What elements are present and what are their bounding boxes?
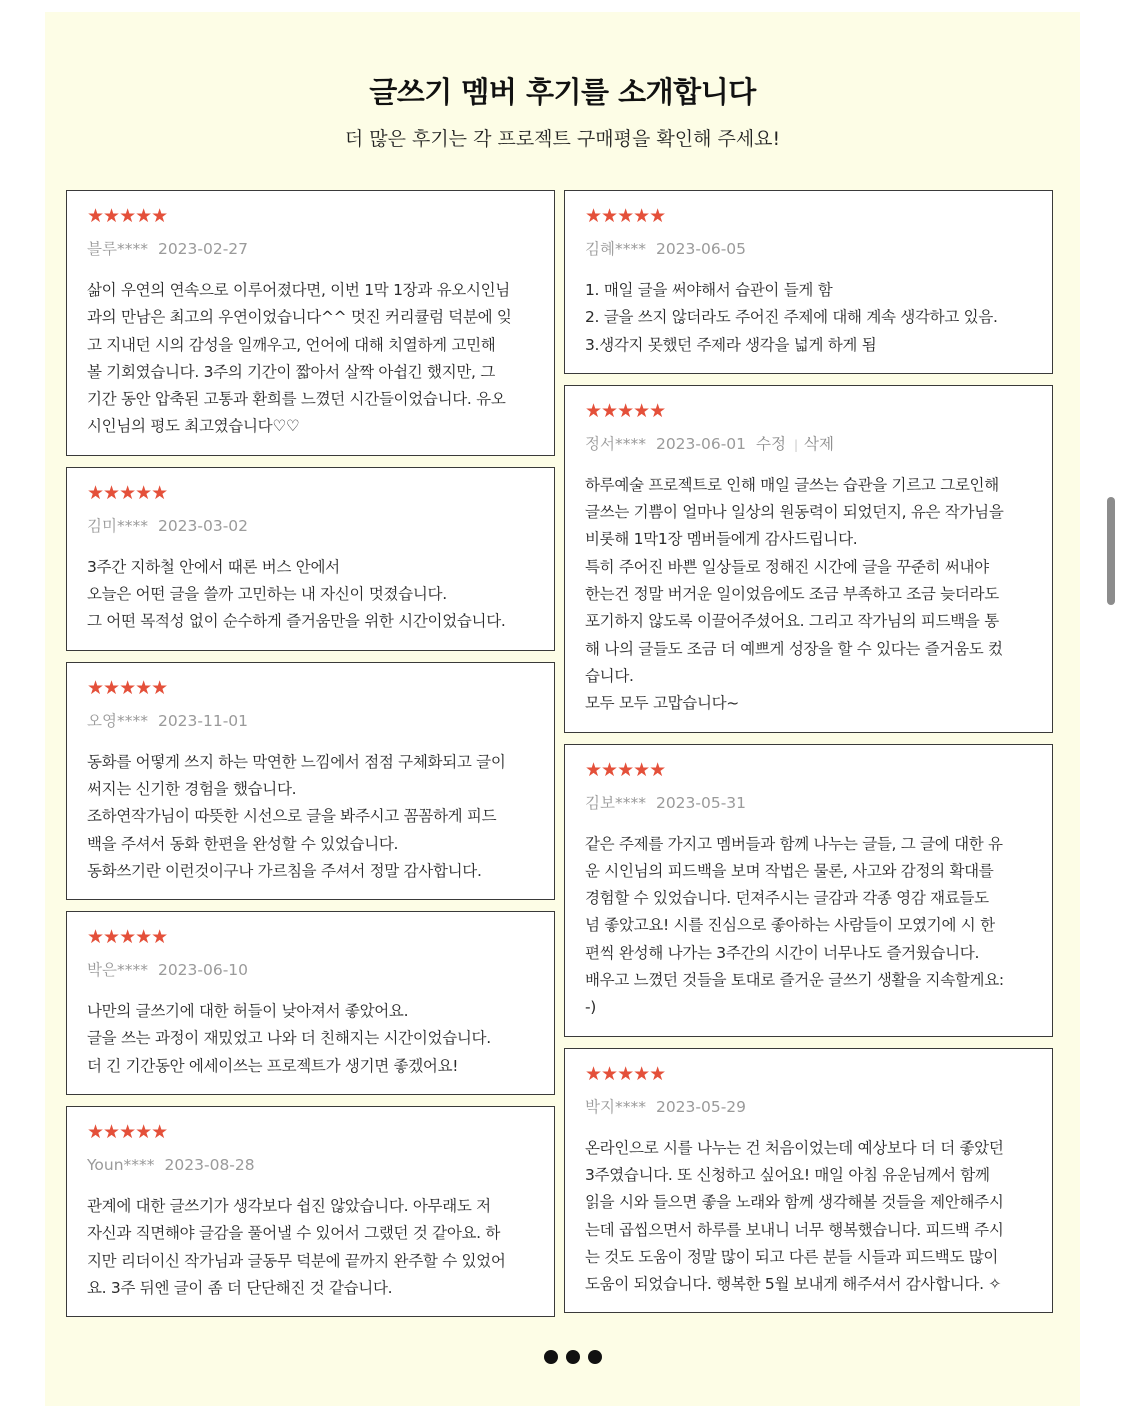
review-text-line: 시인님의 평도 최고였습니다♡♡ [87,417,300,436]
review-text-line: 과의 만남은 최고의 우연이었습니다^^ 멋진 커리큘럼 덕분에 잊 [87,308,512,327]
review-text-line: 3.생각지 못했던 주제라 생각을 넓게 하게 됨 [585,335,877,354]
review-text-line: 넘 좋았고요! 시를 진심으로 좋아하는 사람들이 모였기에 시 한 [585,916,995,935]
review-text-line: 3주였습니다. 또 신청하고 싶어요! 매일 아침 유운님께서 함께 [585,1165,990,1184]
review-date: 2023-02-27 [157,240,249,258]
review-text-line: 비롯해 1막1장 멤버들에게 감사드립니다. [585,530,858,549]
review-author: 블루**** [87,240,148,258]
scrollbar-thumb[interactable] [1107,497,1115,605]
review-text-line: 온라인으로 시를 나누는 건 처음이었는데 예상보다 더 더 좋았던 [585,1138,1004,1157]
review-card [564,1048,1053,1314]
review-text-line: 기간 동안 압축된 고통과 환희를 느꼈던 시간들이었습니다. 유오 [87,390,506,409]
review-text-line: -) [585,998,597,1017]
review-text [87,749,536,885]
edit-link[interactable]: 수정 [756,434,786,453]
review-author: 김혜**** [585,240,646,258]
review-card [564,385,1053,733]
more-button[interactable] [544,1350,602,1364]
review-text [585,277,1034,359]
review-text-line: 관계에 대한 글쓰기가 생각보다 쉽진 않았습니다. 아무래도 저 [87,1197,491,1216]
review-date: 2023-03-02 [157,516,249,535]
right-review-column [564,190,1053,1313]
review-card [564,190,1053,374]
review-text-line: 는 것도 도움이 정말 많이 되고 다른 분들 시들과 피드백도 많이 [585,1247,999,1266]
review-text-line: 써지는 신기한 경험을 했습니다. [87,779,297,798]
review-text-line: 습니다. [585,666,634,685]
section-title: 글쓰기 멤버 후기를 소개합니다 [369,75,756,109]
review-text-line: 운 시인님의 피드백을 보며 작법은 물론, 사고와 감정의 확대를 [585,861,994,880]
review-date: 2023-05-29 [655,1097,747,1116]
dot-icon [544,1350,558,1364]
review-text-line: 지만 리더이신 작가님과 글동무 덕분에 끝까지 완주할 수 있었어 [87,1251,506,1270]
review-text-line: 해 나의 글들도 조금 더 예쁘게 성장을 할 수 있다는 즐거움도 컸 [585,639,1003,658]
review-text-line: 백을 주셔서 동화 한편을 완성할 수 있었습니다. [87,834,399,853]
rating-stars-icon: ★★★★★ [87,676,168,699]
review-meta [87,711,536,731]
review-text-line: 읽을 시와 들으면 좋을 노래와 함께 생각해볼 것들을 제안해주시 [585,1193,1004,1212]
review-text-line: 동화를 어떻게 쓰지 하는 막연한 느낌에서 점점 구체화되고 글이 [87,752,506,771]
review-card [66,190,555,456]
review-text [87,554,536,636]
rating-stars-icon: ★★★★★ [585,399,666,422]
review-card [564,744,1053,1037]
rating-stars-icon: ★★★★★ [585,205,666,227]
review-text-line: 특히 주어진 바쁜 일상들로 정해진 시간에 글을 꾸준히 써내야 [585,557,989,576]
review-author: 박은**** [87,961,148,980]
review-text-line: 는데 곱씹으면서 하루를 보내니 너무 행복했습니다. 피드백 주시 [585,1220,1004,1239]
review-author: 김미**** [87,516,148,535]
review-card [66,911,555,1095]
review-text [585,472,1034,718]
dot-icon [566,1350,580,1364]
rating-stars-icon: ★★★★★ [87,1121,168,1144]
review-text-line: 2. 글을 쓰지 않더라도 주어진 주제에 대해 계속 생각하고 있음. [585,308,998,327]
review-text-line: 모두 모두 고맙습니다~ [585,694,739,713]
dot-icon [588,1350,602,1364]
review-text-line: 동화쓰기란 이런것이구나 가르침을 주셔서 정말 감사합니다. [87,861,482,880]
review-card [66,662,555,900]
review-text [87,998,536,1080]
review-date: 2023-06-01 [655,434,747,453]
left-review-column [66,190,555,1317]
review-text-line: 같은 주제를 가지고 멤버들과 함께 나누는 글들, 그 글에 대한 유 [585,834,1003,853]
review-text-line: 나만의 글쓰기에 대한 허들이 낮아져서 좋았어요. [87,1002,409,1021]
review-author: Youn**** [87,1156,155,1175]
review-date: 2023-05-31 [655,793,747,812]
review-date: 2023-08-28 [164,1156,255,1175]
review-text-line: 배우고 느꼈던 것들을 토대로 즐거운 글쓰기 생활을 지속할게요: [585,971,1004,990]
review-text-line: 편씩 완성해 나가는 3주간의 시간이 너무나도 즐거웠습니다. [585,943,980,962]
review-date: 2023-06-10 [157,961,249,980]
delete-link[interactable]: 삭제 [804,434,834,453]
rating-stars-icon: ★★★★★ [87,205,168,227]
meta-separator: | [794,437,799,452]
review-text-line: 더 긴 기간동안 에세이쓰는 프로젝트가 생기면 좋겠어요! [87,1056,459,1075]
review-meta [585,793,1034,813]
review-text [87,277,536,441]
rating-stars-icon: ★★★★★ [87,481,168,504]
rating-stars-icon: ★★★★★ [585,1062,666,1085]
review-text-line: 볼 기회였습니다. 3주의 기간이 짧아서 살짝 아쉽긴 했지만, 그 [87,362,495,381]
review-text-line: 자신과 직면해야 글감을 풀어낼 수 있어서 그랬던 것 같아요. 하 [87,1224,501,1243]
review-meta [585,239,1034,259]
review-text-line: 하루예술 프로젝트로 인해 매일 글쓰는 습관을 기르고 그로인해 [585,475,999,494]
review-meta [585,1097,1034,1117]
review-meta [87,1155,536,1175]
review-text-line: 그 어떤 목적성 없이 순수하게 즐거움만을 위한 시간이었습니다. [87,612,506,631]
rating-stars-icon: ★★★★★ [87,926,168,949]
review-text-line: 삶이 우연의 연속으로 이루어졌다면, 이번 1막 1장과 유오시인님 [87,281,510,299]
review-author: 오영**** [87,711,148,730]
review-text [585,831,1034,1022]
review-meta [87,516,536,536]
review-meta [585,434,1034,454]
review-text-line: 고 지내던 시의 감성을 일깨우고, 언어에 대해 치열하게 고민해 [87,335,496,354]
review-date: 2023-06-05 [655,240,747,258]
review-date: 2023-11-01 [157,711,249,730]
review-author: 김보**** [585,793,646,812]
review-text-line: 포기하지 않도록 이끌어주셨어요. 그리고 작가님의 피드백을 통 [585,612,999,631]
section-subtitle: 더 많은 후기는 각 프로젝트 구매평을 확인해 주세요! [344,128,781,150]
review-text-line: 글쓰는 기쁨이 얼마나 일상의 원동력이 되었던지, 유은 작가님을 [585,503,1004,522]
review-text-line: 오늘은 어떤 글을 쓸까 고민하는 내 자신이 멋졌습니다. [87,585,447,604]
rating-stars-icon: ★★★★★ [585,758,666,781]
review-text-line: 요. 3주 뒤엔 글이 좀 더 단단해진 것 같습니다. [87,1278,393,1297]
review-card [66,467,555,651]
review-text-line: 1. 매일 글을 써야해서 습관이 들게 함 [585,281,833,299]
review-meta [87,239,536,259]
review-text [585,1135,1034,1299]
review-card [66,1106,555,1317]
review-author: 정서**** [585,434,646,453]
review-meta [87,960,536,980]
review-text-line: 도움이 되었습니다. 행복한 5월 보내게 해주셔서 감사합니다. ✧ [585,1275,1002,1294]
review-author: 박지**** [585,1097,646,1116]
review-text-line: 한는건 정말 버거운 일이었음에도 조금 부족하고 조금 늦더라도 [585,585,999,604]
review-text-line: 3주간 지하철 안에서 때론 버스 안에서 [87,557,340,576]
review-text-line: 경험할 수 있었습니다. 던져주시는 글감과 각종 영감 재료들도 [585,889,989,908]
review-text-line: 글을 쓰는 과정이 재밌었고 나와 더 친해지는 시간이었습니다. [87,1029,491,1048]
review-text-line: 조하연작가님이 따뜻한 시선으로 글을 봐주시고 꼼꼼하게 피드 [87,807,497,826]
review-text [87,1193,536,1302]
